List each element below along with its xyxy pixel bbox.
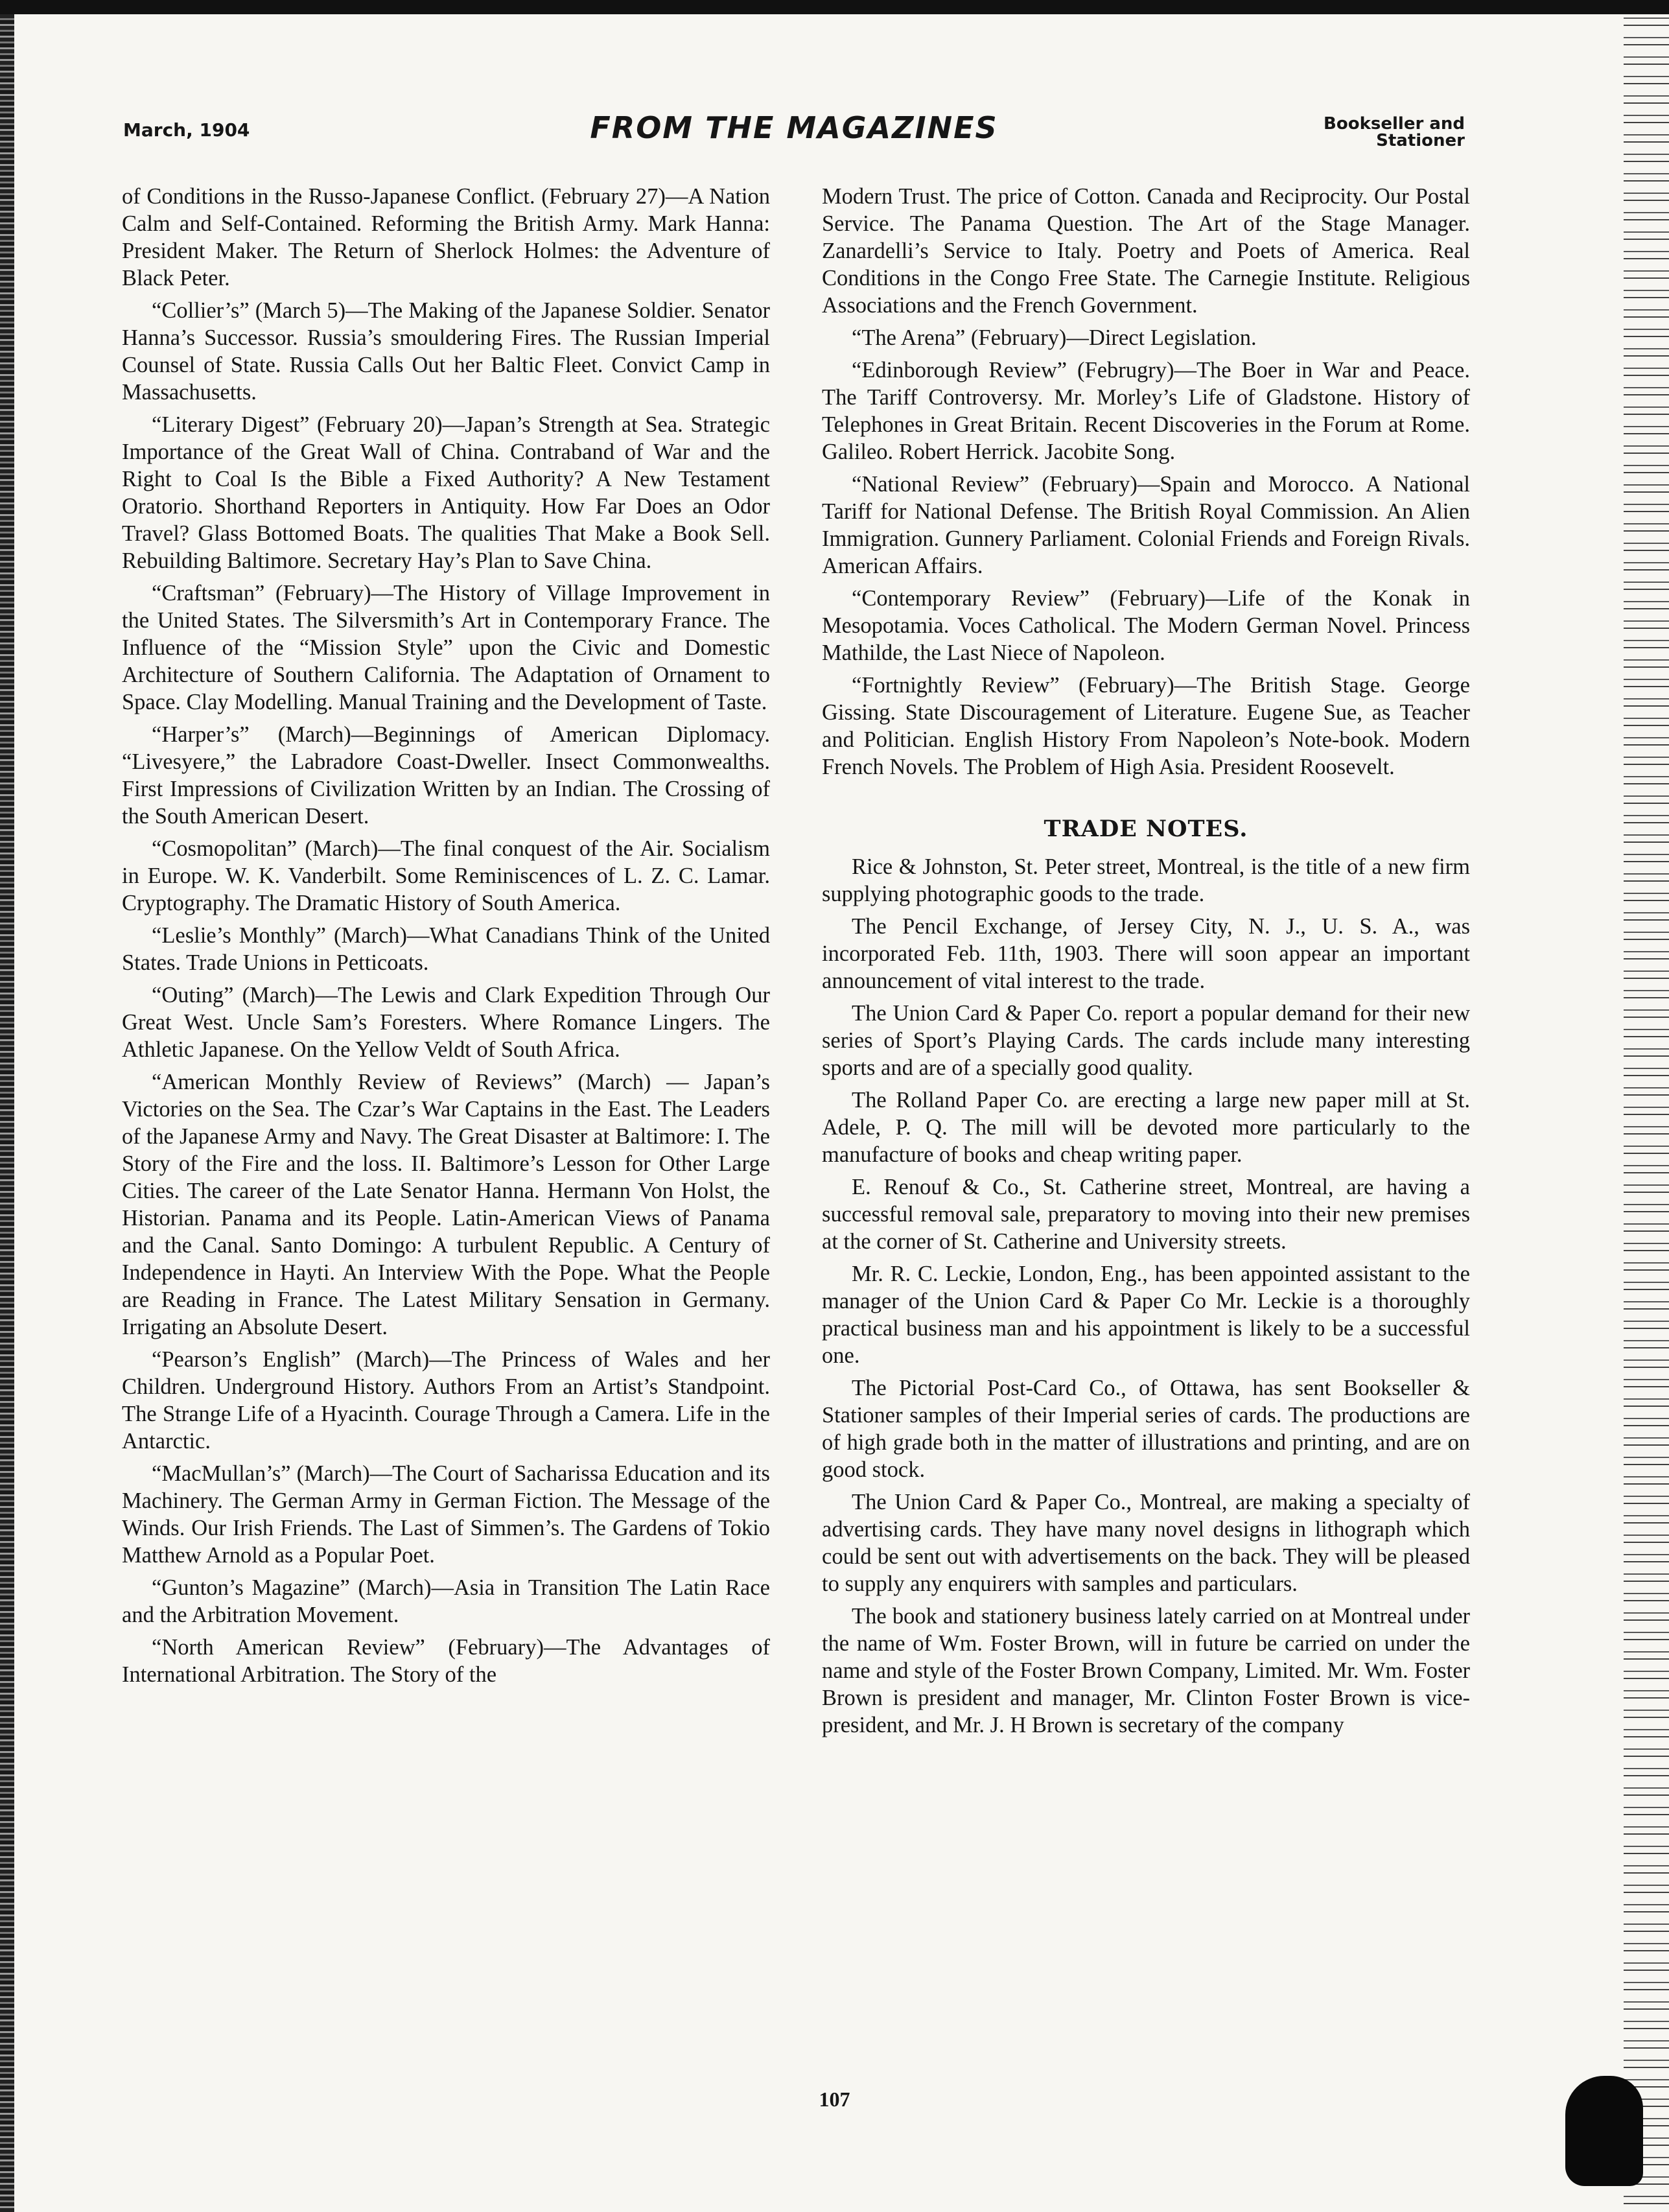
publication-name-line1: Bookseller and <box>1324 114 1465 134</box>
trade-notes-heading: TRADE NOTES. <box>1044 816 1248 842</box>
magazine-entry: “The Arena” (February)—Direct Legislation. <box>852 325 1257 350</box>
magazine-entry: of Conditions in the Russo-Japanese Conflict. (February 27)—A Nation Calm and Self-Contained. Reforming the British Army. Mark Hanna: President Maker. The Return of Sherlock Holmes: the Adventure of Black Peter. <box>122 184 770 290</box>
magazine-entry: “Collier’s” (March 5)—The Making of the Japanese Soldier. Senator Hanna’s Successor. Russia’s smouldering Fires. The Russian Imperial Counsel of State. Russia Calls Out her Baltic Fleet. Convict Camp in Massachusetts. <box>122 298 770 405</box>
magazine-entry: “Literary Digest” (February 20)—Japan’s Strength at Sea. Strategic Importance of the Great Wall of China. Contraband of War and the Right to Coal Is the Bible a Fixed Authority? A New Testament Oratorio. Shorthand Reporters in Antiquity. How Far Does an Odor Travel? Glass Bottomed Boats. The qualities That Make a Book Sell. Rebuilding Baltimore. Secretary Hay’s Plan to Save China. <box>122 412 770 573</box>
magazine-entry: “Edinborough Review” (Februgry)—The Boer in War and Peace. The Tariff Controversy. Mr. Morley’s Life of Gladstone. History of Telephones in Great Britain. Recent Discoveries in the Forum at Rome. Galileo. Robert Herrick. Jacobite Song. <box>822 358 1470 464</box>
page-title: FROM THE MAGAZINES <box>590 110 998 145</box>
magazine-entry: “National Review” (February)—Spain and Morocco. A National Tariff for National Defense. The British Royal Commission. An Alien Immigration. Gunnery Parliament. Colonial Friends and Foreign Rivals. American Affairs. <box>822 472 1470 578</box>
magazine-entry: “Fortnightly Review” (February)—The British Stage. George Gissing. State Discouragement of Literature. Eugene Sue, as Teacher and Politician. English History From Napoleon’s Note-book. Modern French Novels. The Problem of High Asia. President Roosevelt. <box>822 673 1470 779</box>
trade-note: The Rolland Paper Co. are erecting a large new paper mill at St. Adele, P. Q. The mill will be devoted more particularly to the manufacture of books and cheap writing paper. <box>822 1088 1470 1167</box>
magazine-entry: “North American Review” (February)—The Advantages of International Arbitration. The Story of the <box>122 1635 770 1687</box>
magazine-entry: “American Monthly Review of Reviews” (March) — Japan’s Victories on the Sea. The Czar’s War Captains in the East. The Leaders of the Japanese Army and Navy. The Great Disaster at Baltimore: I. The Story of the Fire and the loss. II. Baltimore’s Lesson for Other Large Cities. The career of the Late Senator Hanna. Hermann Von Holst, the Historian. Panama and its People. Latin-American Views of Panama and the Canal. Santo Domingo: A turbulent Republic. A Century of Independence in Hayti. An Interview With the Pope. What the People are Reading in France. The Latest Military Sensation in Germany. Irrigating an Absolute Desert. <box>122 1070 770 1339</box>
magazine-entry: “Contemporary Review” (February)—Life of the Konak in Mesopotamia. Voces Catholical. The Modern German Novel. Princess Mathilde, the Last Niece of Napoleon. <box>822 586 1470 665</box>
magazine-entry: “Pearson’s English” (March)—The Princess of Wales and her Children. Underground History. Authors From an Artist’s Standpoint. The Strange Life of a Hyacinth. Courage Through a Camera. Life in the Antarctic. <box>122 1347 770 1453</box>
left-column <box>122 183 770 1693</box>
magazine-entry: “Craftsman” (February)—The History of Village Improvement in the United States. The Silversmith’s Art in Contemporary France. The Influence of the “Mission Style” upon the Civic and Domestic Architecture of Southern California. The Adaptation of Ornament to Space. Clay Modelling. Manual Training and the Development of Taste. <box>122 581 770 714</box>
magazine-entry: “Leslie’s Monthly” (March)—What Canadians Think of the United States. Trade Unions in Petticoats. <box>122 923 770 975</box>
trade-note: The Pencil Exchange, of Jersey City, N. J., U. S. A., was incorporated Feb. 11th, 1903. There will soon appear an important announcement of vital interest to the trade. <box>822 914 1470 993</box>
right-column <box>822 183 1470 1744</box>
trade-note: E. Renouf & Co., St. Catherine street, Montreal, are having a successful removal sale, preparatory to moving into their new premises at the corner of St. Catherine and University streets. <box>822 1175 1470 1254</box>
scan-left-edge <box>0 14 14 2212</box>
issue-date: March, 1904 <box>123 119 250 141</box>
magazine-entry: Modern Trust. The price of Cotton. Canada and Reciprocity. Our Postal Service. The Panama Question. The Art of the Stage Manager. Zanardelli’s Service to Italy. Poetry and Poets of America. Real Conditions in the Congo Free State. The Carnegie Institute. Religious Associations and the French Government. <box>822 184 1470 318</box>
magazine-entry: “Outing” (March)—The Lewis and Clark Expedition Through Our Great West. Uncle Sam’s Foresters. Where Romance Lingers. The Athletic Japanese. On the Yellow Veldt of South Africa. <box>122 983 770 1062</box>
trade-note: Mr. R. C. Leckie, London, Eng., has been appointed assistant to the manager of the Union Card & Paper Co Mr. Leckie is a thoroughly practical business man and his appointment is likely to be a successful one. <box>822 1262 1470 1368</box>
publication-name-line2: Stationer <box>1376 131 1465 150</box>
magazine-entry: “Cosmopolitan” (March)—The final conquest of the Air. Socialism in Europe. W. K. Vanderbilt. Some Reminiscences of L. Z. C. Lamar. Cryptography. The Dramatic History of South America. <box>122 836 770 915</box>
trade-note: The Pictorial Post-Card Co., of Ottawa, has sent Bookseller & Stationer samples of their Imperial series of cards. The productions are of high grade both in the matter of illustrations and printing, and are on good stock. <box>822 1376 1470 1482</box>
magazine-entry: “Harper’s” (March)—Beginnings of American Diplomacy. “Livesyere,” the Labradore Coast-Dweller. Insect Commonwealths. First Impressions of Civilization Written by an Indian. The Crossing of the South American Desert. <box>122 722 770 829</box>
trade-note: The book and stationery business lately carried on at Montreal under the name of Wm. Foster Brown, will in future be carried on under the name and style of the Foster Brown Company, Limited. Mr. Wm. Foster Brown is president and manager, Mr. Clinton Foster Brown is vice-president, and Mr. J. H Brown is secretary of the company <box>822 1604 1470 1737</box>
scan-top-border <box>0 0 1669 14</box>
magazine-entry: “MacMullan’s” (March)—The Court of Sacharissa Education and its Machinery. The German Army in German Fiction. The Message of the Winds. Our Irish Friends. The Last of Simmen’s. The Gardens of Tokio Matthew Arnold as a Popular Poet. <box>122 1461 770 1568</box>
trade-note: The Union Card & Paper Co. report a popular demand for their new series of Sport’s Playing Cards. The cards include many interesting sports and are of a specially good quality. <box>822 1001 1470 1080</box>
magazine-entry: “Gunton’s Magazine” (March)—Asia in Transition The Latin Race and the Arbitration Movement. <box>122 1575 770 1627</box>
publication-name <box>1324 115 1465 149</box>
scan-right-edge <box>1624 14 1669 2212</box>
page-number: 107 <box>819 2088 850 2111</box>
trade-note: The Union Card & Paper Co., Montreal, are making a specialty of advertising cards. They have many novel designs in lithograph which could be sent out with advertisements on the back. They will be pleased to supply any enquirers with samples and particulars. <box>822 1490 1470 1596</box>
page-header <box>123 110 1465 169</box>
trade-note: Rice & Johnston, St. Peter street, Montreal, is the title of a new firm supplying photographic goods to the trade. <box>822 854 1470 906</box>
